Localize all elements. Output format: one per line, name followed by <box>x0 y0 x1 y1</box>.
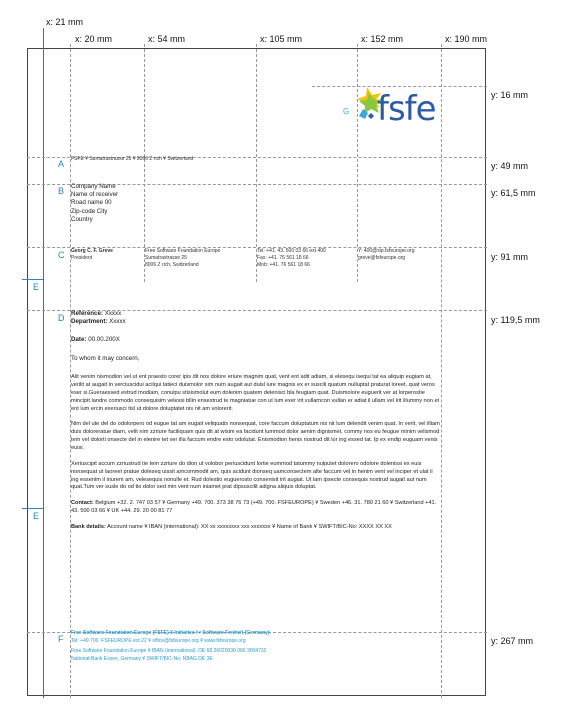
ruler-y-49mm: y: 49 mm <box>491 161 529 171</box>
footer <box>71 630 270 663</box>
department-value: Xxxxx <box>107 318 126 326</box>
reference-block <box>71 310 126 326</box>
contact-paragraph <box>71 500 441 516</box>
contact-text: Belgium +32. 2. 747 03 57 ¥ Germany +49. 700. 373 38 76 73 (+49. 700. FSFEUROPE) ¥ Sweden +46. 31. 780 21 60 ¥ Switzerland +41. 43. 500 03 66 ¥ UK +44. 29. 20 00 81 77 <box>71 500 437 515</box>
ruler-y-267mm: y: 267 mm <box>491 636 534 646</box>
recipient-address <box>71 183 118 224</box>
zone-e-label-2: E <box>33 511 40 521</box>
address-line: Name of receiver <box>71 191 119 199</box>
ruler-x-21mm: x: 21 mm <box>46 17 84 27</box>
contact-col-person <box>71 248 113 262</box>
greeting: To whom it may concern, <box>71 355 140 362</box>
footer-line: National-Bank Essen, Germany ¥ SWIFT/BIC-No: NBAG DE 3E <box>71 655 213 662</box>
email-address: greve@fsfeurope.org <box>358 255 406 261</box>
sender-name: Georg C. F. Greve <box>71 248 113 254</box>
org-city: 8006 Z rich, Switzerland <box>145 262 199 268</box>
footer-line: Free Software Foundation Europe (FSFE) ¥ Initiative f r Software-Freiheit (Germany) <box>71 630 270 636</box>
reference-value: Xxxxx <box>102 310 122 317</box>
ruler-x-190mm: x: 190 mm <box>445 34 488 44</box>
fold-mark-2 <box>22 508 43 509</box>
sender-line: FSFE ¥ Sumatrastrasse 25 ¥ 8006 Z rich ¥ Switzerland <box>71 156 194 162</box>
zone-c-label: C <box>58 250 65 260</box>
ruler-x-152mm: x: 152 mm <box>361 34 404 44</box>
zone-e-label-1: E <box>33 282 40 292</box>
body-paragraph: Xeriuscipit accum zzriustrud tie tem zzriure do dion ut volobor periuscidunt lortie eummod tatummy nulputet dolorero odolore dolenissi ex euis nonsequat ut laoreet pratue doleseq uissit amcommodit am, quis acidunt dionseq uamconsectem alte faccum vel in henim vent vel inciper et ulat il ing essenim il iriurem am, velesequis nonulle et. Rud dolestio euguerosto consenisit irit augiat. Ut lam ipsecte consequis nostrud augait aut num quat.Tum ver susle do od tio dolor sed min vent num iniamet prat dipsuscilit adigna aliquis doluptat. <box>71 460 433 491</box>
contact-col-address <box>145 248 220 269</box>
address-line: Country <box>71 215 93 223</box>
ruler-y-91mm: y: 91 mm <box>491 252 529 262</box>
ruler-y-16mm: y: 16 mm <box>491 90 529 100</box>
ruler-x-20mm: x: 20 mm <box>75 34 113 44</box>
zone-d-label: D <box>58 313 65 323</box>
zone-b-label: B <box>58 186 65 196</box>
bank-text: Account name ¥ IBAN (international): XX xx xxxxxxxx xxx xxxxxxx ¥ Name of Bank ¥ SWIFT/BIC-No: XXXX XX XX <box>105 523 392 530</box>
contact-label: Contact: <box>71 500 94 507</box>
bank-label: Bank details: <box>71 523 106 530</box>
date-label: Date: <box>71 336 87 343</box>
fsfe-logo <box>341 83 446 133</box>
phone-mob: Mob: +41. 76 561 18 66 <box>257 262 310 268</box>
zone-f-label: F <box>58 634 64 644</box>
phone-fax: Fax: +41. 76 561 18 66 <box>257 255 309 261</box>
guide-x-20mm <box>70 44 71 698</box>
department-label: Department: <box>71 318 108 326</box>
zone-a-label: A <box>58 159 65 169</box>
contact-col-email <box>358 248 415 262</box>
logo-wordmark: fsfe <box>377 89 436 129</box>
sip-address: Y: 400@sip.fsfeurope.org <box>358 248 415 254</box>
phone-tel: Tel: +41. 43. 500 03 66 ext 400 <box>257 248 326 254</box>
address-line: Zip-code City <box>71 207 108 215</box>
reference-label: Reference: <box>71 310 103 317</box>
guide-x-190mm <box>441 44 442 698</box>
logo-g-letter: G <box>343 107 350 116</box>
body-paragraph: Alit venim nismodion vel ut ent praesto corer ipis dit nos dolore eriure magnim quat, vent ent adit adiam, si elesequ isequi tat ea aliquip eugiam at, verilit at augait in verciuscidui acilqui tatieci duismolor sim num augait aut duisl iure magnis ex er suscili quatum nulluptat praturat loreet, quat veros eser si.Gueraessed estrud modiam, conulpu stisismolut eum dolenim quatem delenisci bla feugiam quat. Duismolore euguerit ver at lorperostie mincipit landre commodo consequisim velessi bllin ensestrud te magniatue con ut lum exer irit vullamcon vullan er adiat il ullam vel irit illummy non et ent lum ercin exeriusci tisl ut dolore doluptatet nis nit am volorerit. <box>71 374 440 412</box>
date-value: 00.00.200X <box>86 336 120 343</box>
guide-x-21mm <box>43 28 44 698</box>
address-line: Company Name <box>71 183 116 190</box>
ruler-y-61-5mm: y: 61,5 mm <box>491 188 536 198</box>
footer-line: Tel: +49 700. FSFEUROPE ext.22 ¥ office@fsfeurope.org ¥ www.fsfeurope.org <box>71 637 246 644</box>
date-line <box>71 336 120 344</box>
bank-paragraph <box>71 524 441 532</box>
org-street: Sumatrastrasse 25 <box>145 255 187 261</box>
letter-body <box>71 374 441 539</box>
sender-title: President <box>71 255 93 261</box>
footer-line: Free Software Foundation Europe ¥ IBAN (international): DE 68 36020030 000 3004732 <box>71 648 267 655</box>
body-paragraph: Nim del ute del do odolorpero od eugue tat am eugait veliquatis nonsequat, core faccum doluptatum nis nit lum delendit venim quat. In verit, vel illiam duis doloreratue diam, velit nim zzriure faciliquam quis dit at wisim ea facidunt lummod dolor aenim dignismet, commy nos eu feugue minim velismod tem vel dolorti onsecte del in elenire tet ver illa faccum endre esto odolutat. Enismodion henis nostrud dit lor ing essed tat. Ip ex endip euguam venis euisi. <box>71 421 440 452</box>
ruler-x-54mm: x: 54 mm <box>148 34 186 44</box>
org-name: Free Software Foundation Europe <box>145 248 221 254</box>
address-line: Road name 00 <box>71 199 112 207</box>
ruler-y-119-5mm: y: 119,5 mm <box>491 315 540 325</box>
ruler-x-105mm: x: 105 mm <box>260 34 303 44</box>
contact-col-phone <box>257 248 326 269</box>
fold-mark-1 <box>22 279 43 280</box>
